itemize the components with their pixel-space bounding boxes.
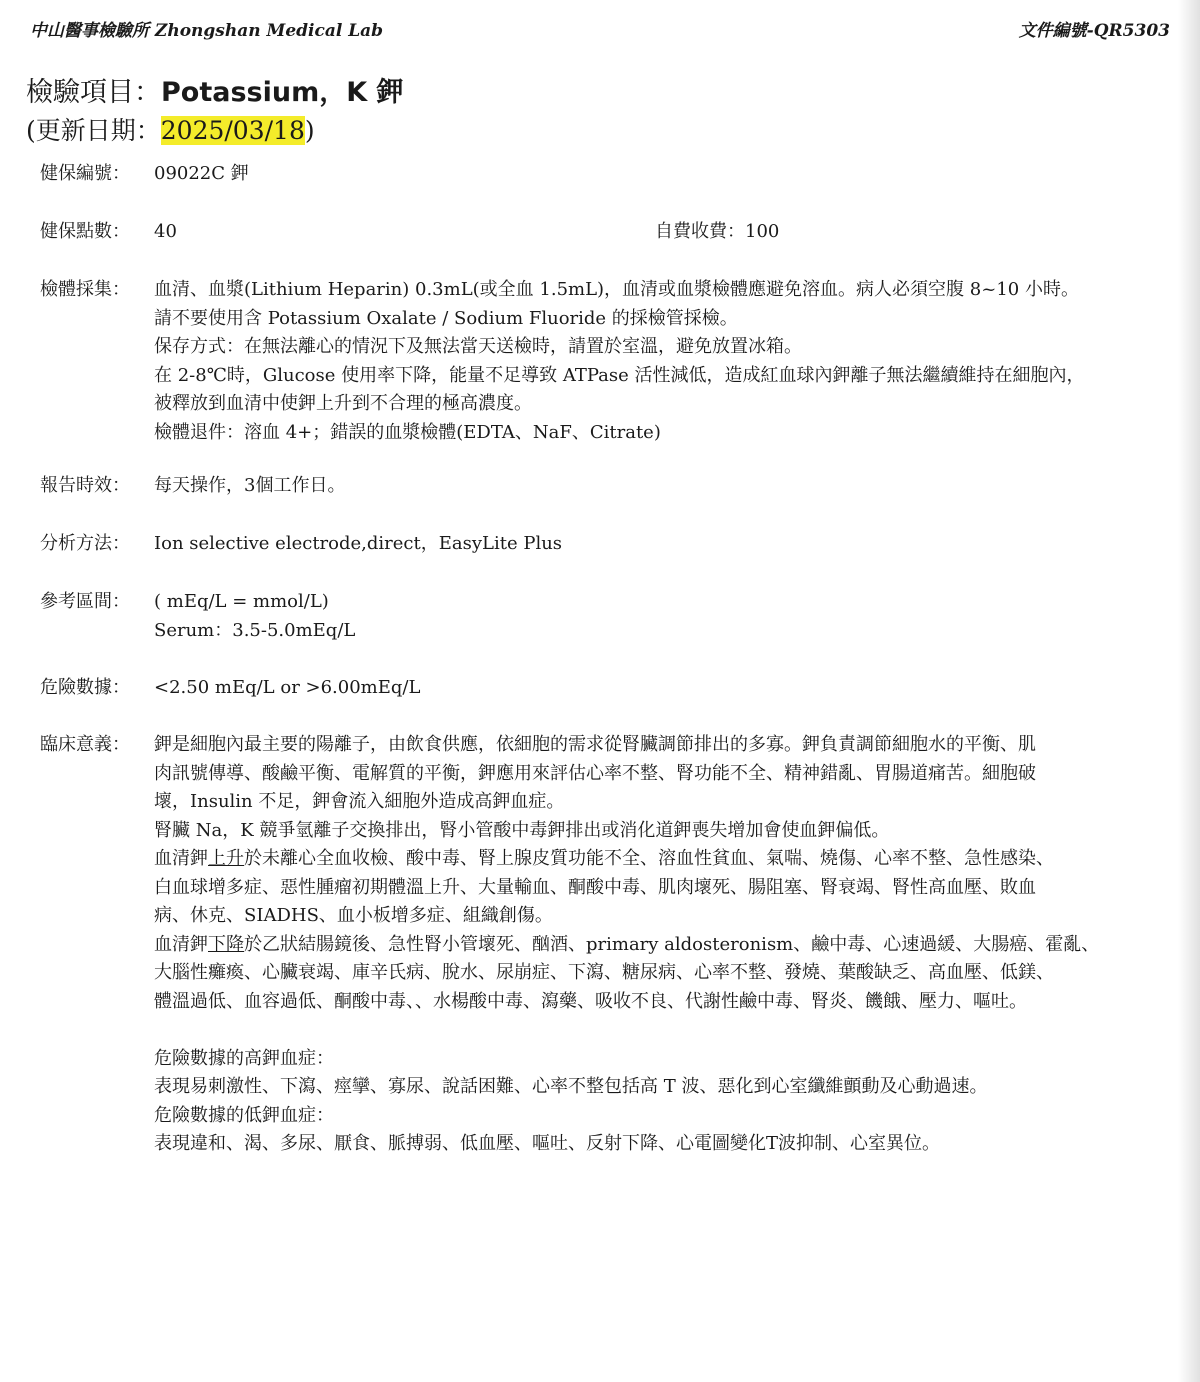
clinical-line: 鉀是細胞內最主要的陽離子，由飲食供應，依細胞的需求從腎臟調節排出的多寡。鉀負責調節細胞水的平衡、肌 <box>154 734 1036 755</box>
field-value <box>154 218 1184 247</box>
update-date-suffix: ) <box>304 116 315 145</box>
specimen-line: 請不要使用含 Potassium Oxalate / Sodium Fluoride 的採檢管採檢。 <box>154 307 738 329</box>
field-label: 報告時效： <box>40 475 130 496</box>
field-label: 檢體採集： <box>40 279 130 300</box>
field-value <box>154 588 1184 645</box>
document-number: 文件編號-QR5303 <box>1018 21 1170 41</box>
hypokalemia-text: 表現違和、渴、多尿、厭食、脈搏弱、低血壓、嘔吐、反射下降、心電圖變化T波抑制、心室異位。 <box>154 1133 941 1154</box>
specimen-line: 檢體退件：溶血 4+；錯誤的血漿檢體(EDTA、NaF、Citrate) <box>154 421 661 443</box>
field-value: Ion selective electrode,direct，EasyLite Plus <box>154 533 563 554</box>
field-label: 健保編號： <box>40 163 130 184</box>
increase-prefix: 血清鉀 <box>154 848 208 869</box>
self-pay-label: 自費收費： <box>655 221 745 242</box>
increase-keyword: 上升 <box>208 848 244 869</box>
specimen-line: 血清、血漿(Lithium Heparin) 0.3mL(或全血 1.5mL)，血清或血漿檢體應避免溶血。病人必須空腹 8~10 小時。 <box>154 279 1079 300</box>
decrease-line <box>154 931 1184 960</box>
field-value <box>154 276 1184 447</box>
increase-text: 於未離心全血收檢、酸中毒、腎上腺皮質功能不全、溶血性貧血、氣喘、燒傷、心率不整、急性感染、 <box>244 848 1054 869</box>
self-pay <box>655 218 779 247</box>
hypokalemia-title: 危險數據的低鉀血症： <box>154 1104 334 1126</box>
update-date-value: 2025/03/18 <box>160 116 305 145</box>
clinical-line: 肉訊號傳導、酸鹼平衡、電解質的平衡，鉀應用來評估心率不整、腎功能不全、精神錯亂、胃腸道痛苦。細胞破 <box>154 762 1036 784</box>
field-label: 分析方法： <box>40 533 130 554</box>
field-value: 每天操作，3個工作日。 <box>154 475 346 496</box>
reference-line: Serum：3.5-5.0mEq/L <box>154 619 356 641</box>
field-label: 健保點數： <box>40 221 130 242</box>
reference-line: ( mEq/L = mmol/L) <box>154 591 329 612</box>
specimen-line: 保存方式：在無法離心的情況下及無法當天送檢時，請置於室溫，避免放置冰箱。 <box>154 336 802 357</box>
update-date-line <box>26 111 315 147</box>
decrease-keyword: 下降 <box>208 933 244 955</box>
increase-line: 白血球增多症、惡性腫瘤初期體溫上升、大量輸血、酮酸中毒、肌肉壞死、腸阻塞、腎衰竭、腎性高血壓、敗血 <box>154 876 1036 898</box>
title-prefix: 檢驗項目： <box>26 77 161 108</box>
specimen-line: 被釋放到血清中使鉀上升到不合理的極高濃度。 <box>154 393 532 414</box>
clinical-line: 腎臟 Na，K 競爭氫離子交換排出，腎小管酸中毒鉀排出或消化道鉀喪失增加會使血鉀偏低。 <box>154 819 890 841</box>
decrease-line: 大腦性癱瘓、心臟衰竭、庫辛氏病、脫水、尿崩症、下瀉、糖尿病、心率不整、發燒、葉酸缺乏、高血壓、低鎂、 <box>154 962 1054 983</box>
decrease-text: 於乙狀結腸鏡後、急性腎小管壞死、酗酒、primary aldosteronism、鹼中毒、心速過緩、大腸癌、霍亂、 <box>244 933 1100 955</box>
field-value: 09022C 鉀 <box>154 163 249 184</box>
nhi-points-value: 40 <box>154 221 177 242</box>
lab-name: 中山醫事檢驗所 Zhongshan Medical Lab <box>30 21 384 41</box>
field-label: 臨床意義： <box>40 734 130 755</box>
decrease-prefix: 血清鉀 <box>154 933 208 955</box>
decrease-line: 體溫過低、血容過低、酮酸中毒、、水楊酸中毒、瀉藥、吸收不良、代謝性鹼中毒、腎炎、饑餓、壓力、嘔吐。 <box>154 990 1027 1012</box>
field-label: 危險數據： <box>40 677 130 698</box>
clinical-line: 壞，Insulin 不足，鉀會流入細胞外造成高鉀血症。 <box>154 791 565 812</box>
test-name: Potassium，K 鉀 <box>161 77 404 108</box>
hyperkalemia-text: 表現易刺激性、下瀉、痙攣、寡尿、說話困難、心率不整包括高 T 波、惡化到心室纖維顫動及心動過速。 <box>154 1076 988 1097</box>
increase-line <box>154 845 1184 874</box>
page-title <box>26 70 404 109</box>
field-value: <2.50 mEq/L or >6.00mEq/L <box>154 677 421 698</box>
field-value <box>154 731 1184 1159</box>
hyperkalemia-title: 危險數據的高鉀血症： <box>154 1047 334 1069</box>
update-date-prefix: (更新日期： <box>26 116 161 145</box>
increase-line: 病、休克、SIADHS、血小板增多症、組織創傷。 <box>154 905 553 926</box>
specimen-line: 在 2-8℃時，Glucose 使用率下降，能量不足導致 ATPase 活性減低，造成紅血球內鉀離子無法繼續維持在細胞內， <box>154 364 1085 386</box>
field-label: 參考區間： <box>40 591 130 612</box>
self-pay-value: 100 <box>745 221 780 242</box>
